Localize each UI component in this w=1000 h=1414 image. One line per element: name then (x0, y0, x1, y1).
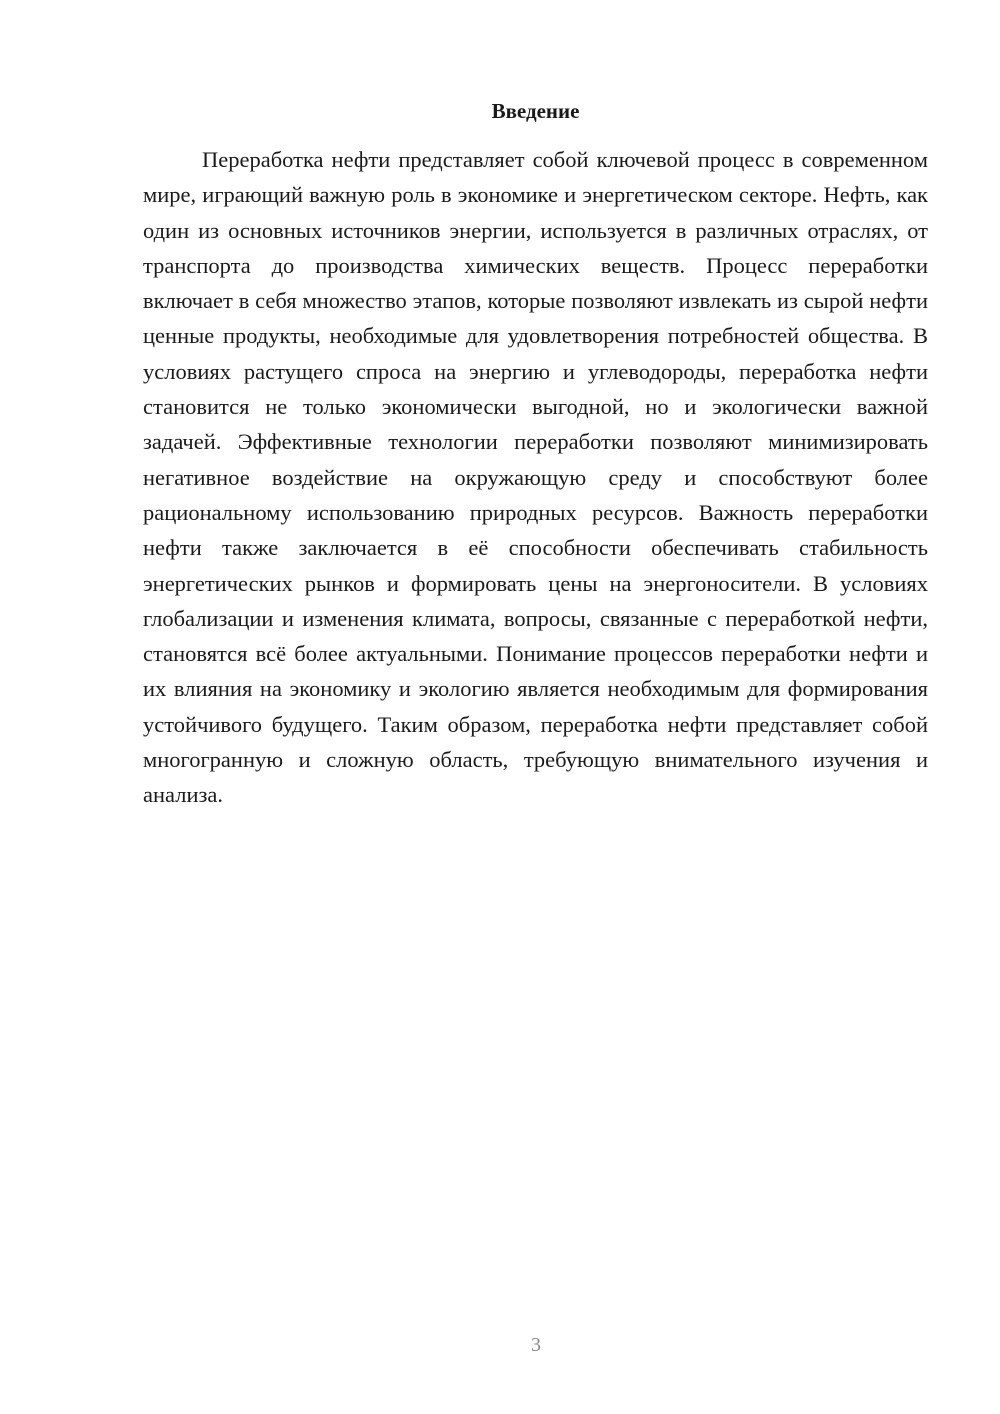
section-title: Введение (491, 99, 580, 123)
body-paragraph: Переработка нефти представляет собой ключевой процесс в современном мире, играющий важную роль в экономике и энергетическом секторе. Нефть, как один из основных источников энергии, используется в различных отраслях, от транспорта до производства химических веществ. Процесс переработки включает в себя множество этапов, которые позволяют извлекать из сырой нефти ценные продукты, необходимые для удовлетворения потребностей общества. В условиях растущего спроса на энергию и углеводороды, переработка нефти становится не только экономически выгодной, но и экологически важной задачей. Эффективные технологии переработки позволяют минимизировать негативное воздействие на окружающую среду и способствуют более рациональному использованию природных ресурсов. Важность переработки нефти также заключается в её способности обеспечивать стабильность энергетических рынков и формировать цены на энергоносители. В условиях глобализации и изменения климата, вопросы, связанные с переработкой нефти, становятся всё более актуальными. Понимание процессов переработки нефти и их влияния на экономику и экологию является необходимым для формирования устойчивого будущего. Таким образом, переработка нефти представляет собой многогранную и сложную область, требующую внимательного изучения и анализа. (143, 147, 928, 808)
page-number: 3 (531, 1334, 541, 1356)
